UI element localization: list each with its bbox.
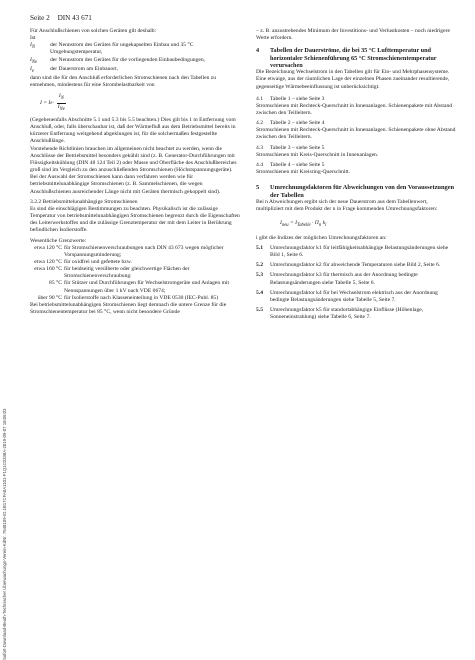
- paragraph: – z. B. anzustrebendes Minimum der Investitions- und Verlustkosten – noch niedrigere Werte erfordern.: [256, 28, 450, 42]
- paragraph: Stromschienen mit Kreisring-Querschnitt.: [256, 169, 350, 176]
- paragraph: Es sind die einschlägigen Bestimmungen zu beachten. Physikalisch ist die zulässige Temperatur von betriebsmittelunabhängigen Stromschienen begrenzt durch die Eigenschaften des Leiterwerkstoffes und die zulässige Grenztemperatur der mit dem Leiter in Berührung befindlichen Isolierstoffe.: [30, 205, 240, 234]
- subsection-5-4: 5.4 Umrechnungsfaktor k4 für bei Wechselstrom elektrisch aus der Anordnung bedingte Belastungsänderungen siehe Tabelle 5, Seite 7.: [256, 289, 438, 303]
- paragraph: Bei betriebsmittelunabhängigen Stromschienen liegt demnach die untere Grenze für die Stromschienentemperatur bei 85 °C, wenn nicht besondere Gründe: [30, 301, 227, 316]
- limit-text: für Isolierstoffe nach Klasseneinteilung in VDE 0530 (IEC-Publ. 85): [64, 294, 219, 301]
- paragraph: Stromschienen mit Rechteck-Querschnitt in Innenanlagen. Schienenpakete mit Abstand zwischen den Teilleitern.: [256, 102, 453, 116]
- subsection-5-1: 5.1 Umrechnungsfaktor k1 für leitfähigkeitsabhängige Belastungsänderungen siehe Bild 1, Seite 6.: [256, 244, 449, 259]
- limit-value: etwa 120 °C: [34, 258, 62, 265]
- limit-text: für Stromschienenverschraubungen nach DIN 43 673 wegen möglicher Vorspannungsminderung;: [64, 244, 224, 258]
- subsection-5-2: 5.2 Umrechnungsfaktor k2 für abweichende Temperaturen siehe Bild 2, Seite 6.: [256, 262, 441, 269]
- limit-value: etwa 120 °C: [34, 244, 62, 251]
- paragraph: Vorstehende Richtlinien brauchen im allgemeinen nicht beachtet zu werden, wenn die Anschlüsse der Betriebsmittel besonders gekühlt sind (z. B. Generator-Durchführungen mit Flüssigkeitskühlung (DIN 48 124 Teil 2) oder Masse und Oberfläche des Anschlußbereiches groß sind im Vergleich zu den anzuschließenden Stromschienen (Höchstspannungsgeräte). Bei der Auswahl der Stromschienen kann dann verfahren werden wie für betriebsmittelunabhängige Stromschienen (z. B. Sammelschienen, die wegen Anschlußschienen ausreichender Länge nicht mit Geräten thermisch gekoppelt sind).: [30, 145, 237, 195]
- paragraph: i gibt die Indizes der möglichen Umrechnungsfaktoren an:: [256, 234, 387, 241]
- paragraph: (Gegebenenfalls Abschnitte 5.1 und 5.3 bis 5.5 beachten.) Dies gilt bis 1 m Entfernung vom Anschluß, oder, falls überschaubar ist, daß der Wärmefluß aus dem Betriebsmittel bereits in kürzerer Entfernung weitgehend abgeklungen ist, für die solchermaßen festgestellte Anschlußlänge.: [30, 117, 236, 145]
- paragraph: Für Anschlußschienen von solchen Geräten gilt deshalb:: [30, 28, 157, 34]
- conversion-formula: $I_{neu} = I_{Tabelle} \cdot \Pi_n$ $k_i$: [280, 219, 327, 228]
- limit-text: für oxidfrei und gefettete bzw.: [64, 258, 132, 265]
- subsection-4-1: 4.1 Tabelle 1 – siehe Seite 3: [256, 95, 325, 102]
- download-watermark: [2, 200, 10, 660]
- limit-value: 85 °C: [49, 280, 62, 287]
- definition-list: [30, 42, 240, 75]
- symbol-I-N: $I_N$: [30, 42, 35, 51]
- section-heading-4: 4 Tabellen der Dauerströme, die bei 35 °C Lufttemperatur und horizontaler Schienenführung 65 °C Stromschienentemperatur verursachen: [256, 47, 437, 69]
- current-formula: I = I e · $\frac{I_N}{I_{Ne}}$: [40, 93, 65, 112]
- subsection-4-4: 4.4 Tabelle 4 – siehe Seite 5: [256, 161, 325, 168]
- definition-text: der Nennstrom des Gerätes für die vorliegenden Einbaubedingungen,: [50, 56, 206, 63]
- right-column: [256, 28, 456, 321]
- paragraph: dann sind die für den Anschluß erforderlichen Stromschienen nach den Tabellen zu entnehmen, mindestens für eine Strombelastbarkeit von: [30, 75, 217, 89]
- left-column: [30, 28, 240, 316]
- download-watermark-text: Sofort-Download-Beuth-Technischer Überwachungs-Verein-KdNr. 7548109-ID.1B17CFA0A1101-F1Q1C0338A-2019-09-07 18:06:03: [2, 408, 7, 660]
- subsection-5-5: 5.5 Umrechnungsfaktor k5 für standortabhängige Einflüsse (Höhenlage, Sonneneinstrahlung) siehe Tabelle 6, Seite 7.: [256, 307, 424, 321]
- fraction: $\frac{I_N}{I_{Ne}}$: [57, 93, 65, 112]
- definition-text: der Nennstrom des Gerätes für ungekapselten Einbau und 35 °C Umgebungstemperatur,: [50, 42, 194, 56]
- subsection-4-3: 4.3 Tabelle 3 – siehe Seite 5: [256, 144, 325, 151]
- symbol-I-e: $I_e$: [30, 65, 34, 74]
- paragraph: Bei n Abweichungen ergibt sich der neue Dauerstrom aus dem Tabellenwert, multipliziert mit dem Produkt der n in Frage kommenden Umrechnungsfaktoren:: [256, 199, 438, 213]
- limits-title: Wesentliche Grenzwerte:: [30, 237, 87, 244]
- limit-text: für Stützer und Durchführungen für Wechselstromgeräte und Anlagen mit Nennspannungen über 1 kV nach VDE 0674;: [64, 280, 230, 294]
- section-heading-5: 5 Umrechnungsfaktoren für Abweichungen von den Voraussetzungen der Tabellen: [256, 184, 455, 199]
- page-header: [30, 14, 98, 22]
- section-heading-3-2-2: 3.2.2 Betriebsmittelunabhängige Stromschienen: [30, 198, 138, 205]
- limit-value: über 90 °C: [37, 294, 62, 301]
- standard-number: DIN 43 671: [57, 14, 92, 22]
- subsection-4-2: 4.2 Tabelle 2 – siehe Seite 4: [256, 120, 325, 127]
- symbol-I-Ne: $I_{Ne}$: [30, 56, 38, 65]
- paragraph: Stromschienen mit Kreis-Querschnitt in Innenanlagen.: [256, 151, 379, 158]
- subsection-5-3: 5.3 Umrechnungsfaktor k3 für thermisch aus der Anordnung bedingte Belastungsänderungen siehe Tabelle 5, Seite 6.: [256, 272, 418, 286]
- limits-list: [30, 245, 240, 302]
- definition-text: der Dauerstrom am Einbauort,: [50, 65, 119, 72]
- paragraph: Ist: [30, 35, 36, 42]
- page-number: Seite 2: [30, 14, 50, 22]
- limit-value: etwa 160 °C: [34, 266, 62, 273]
- paragraph: Die Bezeichnung Wechselstrom in den Tabellen gilt für Ein- und Mehrphasensysteme. Eine etwaige, aus der räumlichen Lage der einzelnen Phasen zueinander resultierende, gegenseitige Wärmebeeinflussung ist unberücksichtigt.: [256, 69, 450, 90]
- limit-text: für beidseitig versilberte oder gleichwertige Flächen der Stromschienenverschraubung:: [64, 266, 190, 280]
- paragraph: Stromschienen mit Rechteck-Querschnitt in Innenanlagen. Schienenpakete ohne Abstand zwischen den Teilleitern.: [256, 127, 456, 141]
